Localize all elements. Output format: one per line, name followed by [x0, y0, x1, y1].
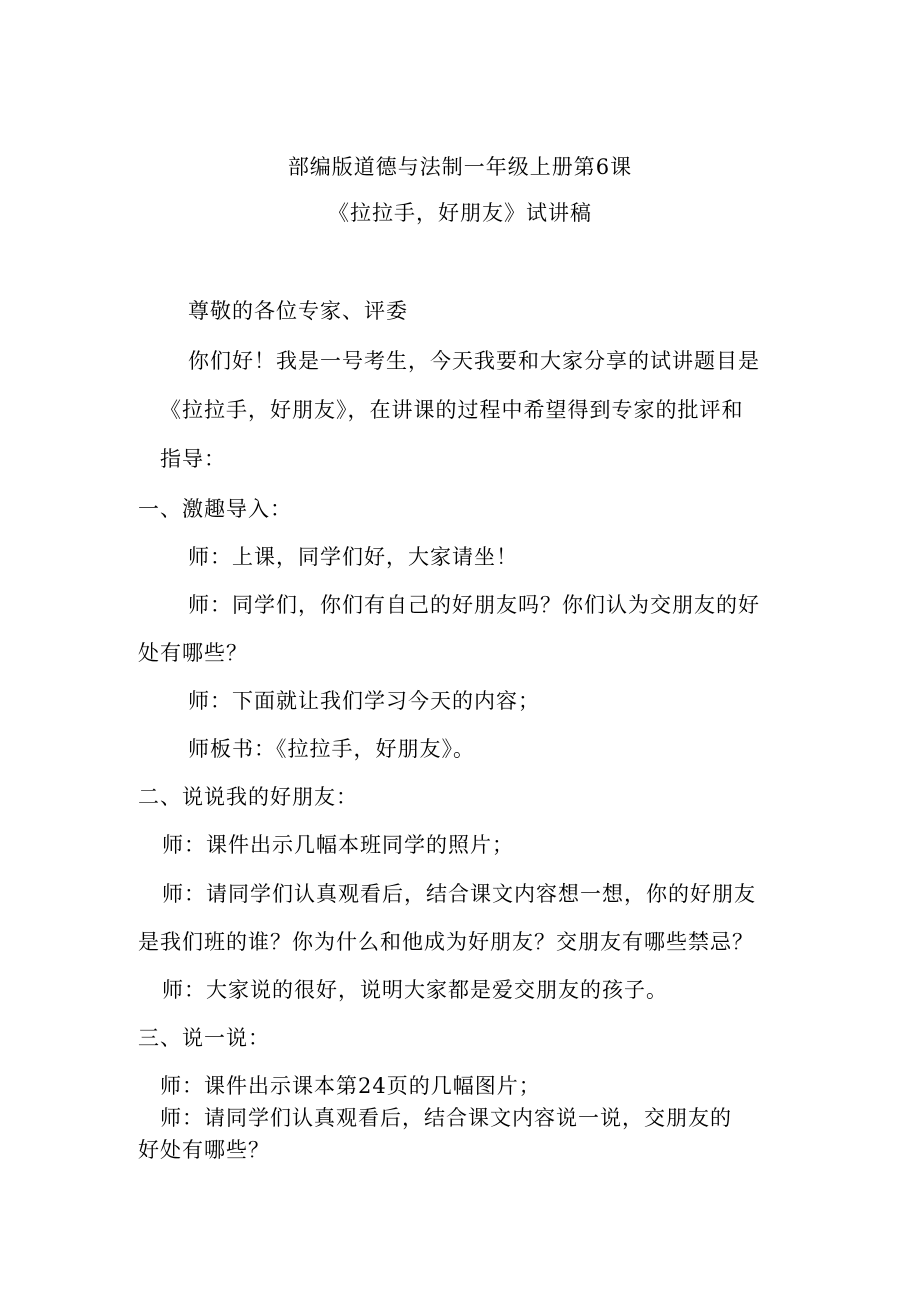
- document-title: 部编版道德与法制一年级上册第6课: [287, 155, 633, 179]
- greeting-line: 尊敬的各位专家、评委: [188, 299, 408, 323]
- paragraph-line: 师：下面就让我们学习今天的内容；: [188, 689, 540, 713]
- paragraph-line: 师板书：《拉拉手，好朋友》。: [188, 737, 475, 761]
- paragraph-line: 师：课件出示几幅本班同学的照片；: [162, 833, 514, 857]
- paragraph-line: 好处有哪些？: [138, 1138, 270, 1162]
- section-heading: 一、激趣导入：: [138, 497, 292, 521]
- paragraph-line: 处有哪些？: [138, 641, 248, 665]
- intro-line: 指导：: [160, 447, 226, 471]
- section-heading: 三、说一说：: [138, 1026, 270, 1050]
- section-heading: 二、说说我的好朋友：: [138, 785, 358, 809]
- paragraph-line: 师：大家说的很好，说明大家都是爱交朋友的孩子。: [162, 978, 668, 1002]
- paragraph-line: 师：同学们，你们有自己的好朋友吗？你们认为交朋友的好: [188, 593, 760, 617]
- paragraph-line: 师：课件出示课本第24页的几幅图片；: [160, 1074, 541, 1098]
- paragraph-line: 是我们班的谁？你为什么和他成为好朋友？交朋友有哪些禁忌？: [138, 930, 754, 954]
- paragraph-line: 师：上课，同学们好，大家请坐！: [188, 545, 518, 569]
- intro-line: 你们好！我是一号考生，今天我要和大家分享的试讲题目是: [188, 349, 760, 373]
- document-subtitle: 《拉拉手，好朋友》试讲稿: [328, 201, 592, 225]
- paragraph-line: 师：请同学们认真观看后，结合课文内容想一想，你的好朋友: [162, 882, 756, 906]
- intro-line: 《拉拉手，好朋友》，在讲课的过程中希望得到专家的批评和: [160, 398, 744, 422]
- paragraph-line: 师：请同学们认真观看后，结合课文内容说一说，交朋友的: [160, 1106, 732, 1130]
